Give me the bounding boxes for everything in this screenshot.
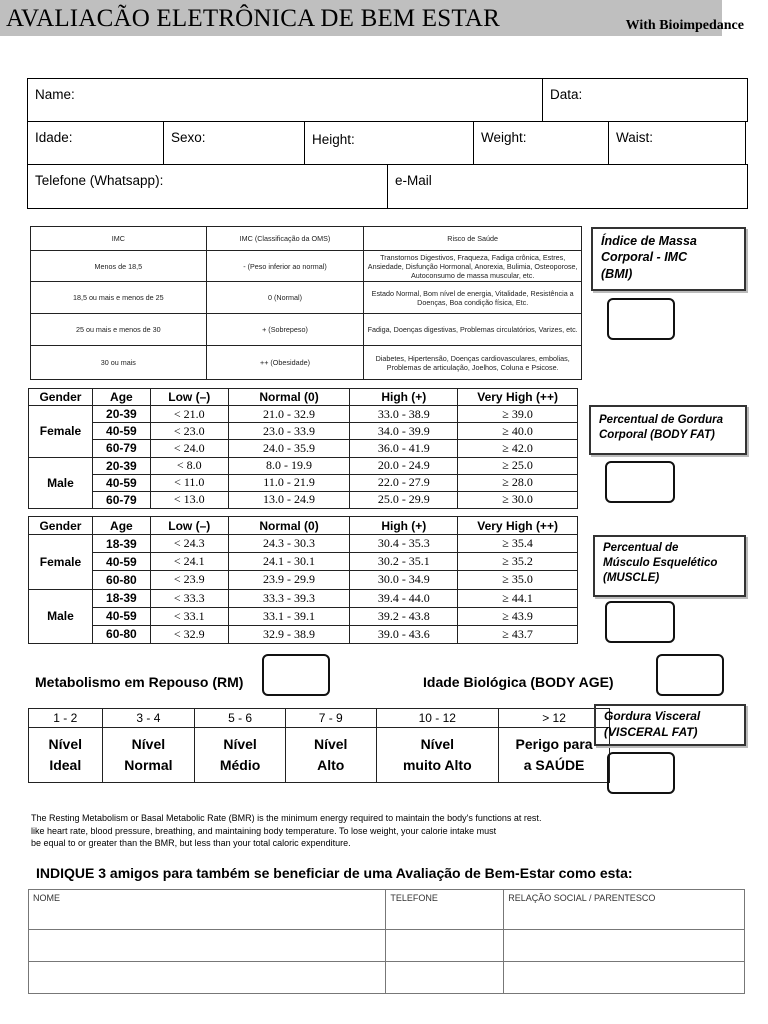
table-header: High (+) <box>350 389 458 406</box>
level-desc <box>102 728 195 783</box>
email-label: e-Mail <box>395 173 432 188</box>
age-cell: 60-80 <box>92 571 150 589</box>
email-field[interactable] <box>387 164 748 209</box>
page-subtitle: With Bioimpedance <box>625 18 744 33</box>
value-cell: ≥ 35.0 <box>458 571 578 589</box>
muscle-result-box[interactable] <box>605 601 675 643</box>
value-cell: < 21.0 <box>150 406 228 423</box>
referral-cell[interactable] <box>386 962 504 994</box>
level-line: Nível <box>313 736 348 752</box>
age-cell: 40-59 <box>92 474 150 491</box>
waist-label: Waist: <box>616 130 653 145</box>
table-header: Very High (++) <box>458 517 578 535</box>
body-age-label: Idade Biológica (BODY AGE) <box>423 674 614 690</box>
value-cell: 39.0 - 43.6 <box>350 625 458 643</box>
value-cell: ≥ 43.7 <box>458 625 578 643</box>
visceral-levels-table <box>28 708 610 783</box>
weight-label: Weight: <box>481 130 527 145</box>
imc-cell: Transtornos Digestivos, Fraqueza, Fadiga crônica, Estres, Ansiedade, Disfunção Hormonal, Anorexia, Bulimia, Osteoporose, Autoconsumo de massa muscular, etc. <box>364 251 582 282</box>
table-header: Normal (0) <box>228 517 350 535</box>
value-cell: ≥ 40.0 <box>458 423 578 440</box>
name-field[interactable] <box>27 78 543 122</box>
bodyfat-result-box[interactable] <box>605 461 675 503</box>
value-cell: ≥ 43.9 <box>458 607 578 625</box>
value-cell: < 33.1 <box>150 607 228 625</box>
imc-cell: 25 ou mais e menos de 30 <box>31 314 207 346</box>
waist-field[interactable] <box>608 121 746 165</box>
value-cell: ≥ 35.2 <box>458 553 578 571</box>
level-line: Nível <box>223 736 257 752</box>
referral-header: RELAÇÃO SOCIAL / PARENTESCO <box>504 890 745 930</box>
level-line: Nível <box>48 736 82 752</box>
gender-female: Female <box>29 535 93 589</box>
age-cell: 18-39 <box>92 535 150 553</box>
age-cell: 40-59 <box>92 607 150 625</box>
value-cell: 33.1 - 39.1 <box>228 607 350 625</box>
value-cell: 39.4 - 44.0 <box>350 589 458 607</box>
level-desc <box>29 728 103 783</box>
label-line: Gordura Visceral <box>604 709 701 723</box>
label-line: Corporal - IMC <box>601 250 688 265</box>
value-cell: ≥ 25.0 <box>458 457 578 474</box>
value-cell: < 23.0 <box>150 423 228 440</box>
imc-cell: Diabetes, Hipertensão, Doenças cardiovasculares, embolias, Problemas de articulação, Joelhos, Coluna e Psicose. <box>364 346 582 380</box>
value-cell: 21.0 - 32.9 <box>228 406 350 423</box>
level-line: Nível <box>420 736 455 752</box>
table-header: Gender <box>29 517 93 535</box>
value-cell: 24.3 - 30.3 <box>228 535 350 553</box>
referral-header: TELEFONE <box>386 890 504 930</box>
table-header: Age <box>92 389 150 406</box>
rm-label: Metabolismo em Repouso (RM) <box>35 674 244 690</box>
value-cell: 30.2 - 35.1 <box>350 553 458 571</box>
referral-cell[interactable] <box>504 962 745 994</box>
level-desc <box>195 728 286 783</box>
table-header: Very High (++) <box>458 389 578 406</box>
referral-cell[interactable] <box>29 962 386 994</box>
referral-cell[interactable] <box>29 930 386 962</box>
value-cell: 23.9 - 29.9 <box>228 571 350 589</box>
muscle-label <box>593 535 746 597</box>
age-cell: 20-39 <box>92 457 150 474</box>
label-line: Corporal (BODY FAT) <box>599 428 715 441</box>
table-header: Normal (0) <box>228 389 350 406</box>
muscle-table <box>28 516 578 644</box>
bmr-note <box>31 812 621 850</box>
age-cell: 60-79 <box>92 440 150 457</box>
label-line: Percentual de <box>603 542 679 554</box>
value-cell: 34.0 - 39.9 <box>350 423 458 440</box>
imc-cell: Menos de 18,5 <box>31 251 207 282</box>
label-line: Percentual de Gordura <box>599 414 723 426</box>
phone-label: Telefone (Whatsapp): <box>35 173 164 188</box>
label-line: (MUSCLE) <box>603 571 660 584</box>
age-cell: 40-59 <box>92 423 150 440</box>
value-cell: 13.0 - 24.9 <box>228 491 350 508</box>
name-label: Name: <box>35 87 75 102</box>
level-desc <box>499 728 610 783</box>
imc-cell: Fadiga, Doenças digestivas, Problemas circulatórios, Varizes, etc. <box>364 314 582 346</box>
value-cell: < 32.9 <box>150 625 228 643</box>
level-desc <box>285 728 376 783</box>
age-cell: 40-59 <box>92 553 150 571</box>
note-line: be equal to or greater than the BMR, but less than your total caloric expenditure. <box>31 838 351 848</box>
body-age-result-box[interactable] <box>656 654 724 696</box>
table-header: Low (–) <box>150 389 228 406</box>
level-range: > 12 <box>499 709 610 728</box>
level-range: 10 - 12 <box>376 709 499 728</box>
imc-cell: + (Sobrepeso) <box>206 314 364 346</box>
height-field[interactable] <box>304 121 474 165</box>
value-cell: < 13.0 <box>150 491 228 508</box>
value-cell: < 23.9 <box>150 571 228 589</box>
value-cell: 23.0 - 33.9 <box>228 423 350 440</box>
height-label: Height: <box>312 132 355 147</box>
imc-cell: Estado Normal, Bom nível de energia, Vitalidade, Resistência a Doenças, Boa condição física, Etc. <box>364 282 582 314</box>
phone-field[interactable] <box>27 164 388 209</box>
level-range: 7 - 9 <box>285 709 376 728</box>
imc-header: Risco de Saúde <box>364 227 582 251</box>
bmi-label <box>591 227 746 291</box>
sex-field[interactable] <box>163 121 305 165</box>
age-cell: 60-80 <box>92 625 150 643</box>
rm-result-box[interactable] <box>262 654 330 696</box>
imc-cell: 18,5 ou mais e menos de 25 <box>31 282 207 314</box>
age-field[interactable] <box>27 121 164 165</box>
imc-cell: - (Peso inferior ao normal) <box>206 251 364 282</box>
value-cell: 8.0 - 19.9 <box>228 457 350 474</box>
age-cell: 60-79 <box>92 491 150 508</box>
value-cell: ≥ 42.0 <box>458 440 578 457</box>
referral-table <box>28 889 745 994</box>
level-line: a SAÚDE <box>523 757 585 773</box>
sex-label: Sexo: <box>171 130 206 145</box>
imc-header: IMC <box>31 227 207 251</box>
weight-field[interactable] <box>473 121 609 165</box>
table-header: Age <box>92 517 150 535</box>
visceral-result-box[interactable] <box>607 752 675 794</box>
value-cell: < 8.0 <box>150 457 228 474</box>
value-cell: < 33.3 <box>150 589 228 607</box>
value-cell: < 24.1 <box>150 553 228 571</box>
date-field[interactable] <box>542 78 748 122</box>
date-label: Data: <box>550 87 583 102</box>
imc-cell: 0 (Normal) <box>206 282 364 314</box>
table-header: High (+) <box>350 517 458 535</box>
level-line: muito Alto <box>402 757 472 773</box>
level-range: 3 - 4 <box>102 709 195 728</box>
value-cell: < 11.0 <box>150 474 228 491</box>
value-cell: ≥ 39.0 <box>458 406 578 423</box>
value-cell: 11.0 - 21.9 <box>228 474 350 491</box>
table-header: Low (–) <box>150 517 228 535</box>
age-label: Idade: <box>35 130 73 145</box>
value-cell: 24.0 - 35.9 <box>228 440 350 457</box>
value-cell: ≥ 30.0 <box>458 491 578 508</box>
referral-cell[interactable] <box>504 930 745 962</box>
note-line: The Resting Metabolism or Basal Metabolic Rate (BMR) is the minimum energy required to maintain the body's functions at rest. <box>31 813 542 823</box>
value-cell: 20.0 - 24.9 <box>350 457 458 474</box>
value-cell: 30.4 - 35.3 <box>350 535 458 553</box>
value-cell: ≥ 35.4 <box>458 535 578 553</box>
label-line: Músculo Esquelético <box>603 556 718 569</box>
level-line: Normal <box>124 757 173 773</box>
referral-header: NOME <box>29 890 386 930</box>
imc-cell: ++ (Obesidade) <box>206 346 364 380</box>
label-line: Índice de Massa <box>601 234 697 248</box>
age-cell: 18-39 <box>92 589 150 607</box>
level-range: 1 - 2 <box>29 709 103 728</box>
imc-cell: 30 ou mais <box>31 346 207 380</box>
age-cell: 20-39 <box>92 406 150 423</box>
value-cell: 30.0 - 34.9 <box>350 571 458 589</box>
value-cell: < 24.3 <box>150 535 228 553</box>
referral-cell[interactable] <box>386 930 504 962</box>
referral-title: INDIQUE 3 amigos para também se beneficiar de uma Avaliação de Bem-Estar como esta: <box>36 865 633 881</box>
visceral-label <box>594 704 746 746</box>
value-cell: ≥ 28.0 <box>458 474 578 491</box>
imc-header: IMC (Classificação da OMS) <box>206 227 364 251</box>
level-line: Nível <box>131 736 166 752</box>
level-desc <box>376 728 499 783</box>
level-line: Ideal <box>49 757 82 773</box>
value-cell: 33.0 - 38.9 <box>350 406 458 423</box>
value-cell: 36.0 - 41.9 <box>350 440 458 457</box>
value-cell: 33.3 - 39.3 <box>228 589 350 607</box>
level-line: Perigo para <box>515 736 593 752</box>
gender-male: Male <box>29 457 93 508</box>
bmi-result-box[interactable] <box>607 298 675 340</box>
value-cell: 32.9 - 38.9 <box>228 625 350 643</box>
gender-female: Female <box>29 406 93 457</box>
value-cell: 22.0 - 27.9 <box>350 474 458 491</box>
table-header: Gender <box>29 389 93 406</box>
note-line: like heart rate, blood pressure, breathing, and maintaining body temperature. To lose weight, your calorie intake must <box>31 825 497 836</box>
value-cell: ≥ 44.1 <box>458 589 578 607</box>
label-line: (BMI) <box>601 266 633 281</box>
value-cell: 39.2 - 43.8 <box>350 607 458 625</box>
page-title: AVALIACÃO ELETRÔNICA DE BEM ESTAR <box>6 5 500 32</box>
value-cell: 24.1 - 30.1 <box>228 553 350 571</box>
imc-table <box>30 226 582 380</box>
value-cell: < 24.0 <box>150 440 228 457</box>
value-cell: 25.0 - 29.9 <box>350 491 458 508</box>
page-header <box>0 0 744 36</box>
bodyfat-table <box>28 388 578 509</box>
label-line: (VISCERAL FAT) <box>604 724 698 739</box>
level-line: Alto <box>317 757 345 773</box>
gender-male: Male <box>29 589 93 643</box>
level-range: 5 - 6 <box>195 709 286 728</box>
level-line: Médio <box>219 757 261 773</box>
bodyfat-label <box>589 405 747 455</box>
